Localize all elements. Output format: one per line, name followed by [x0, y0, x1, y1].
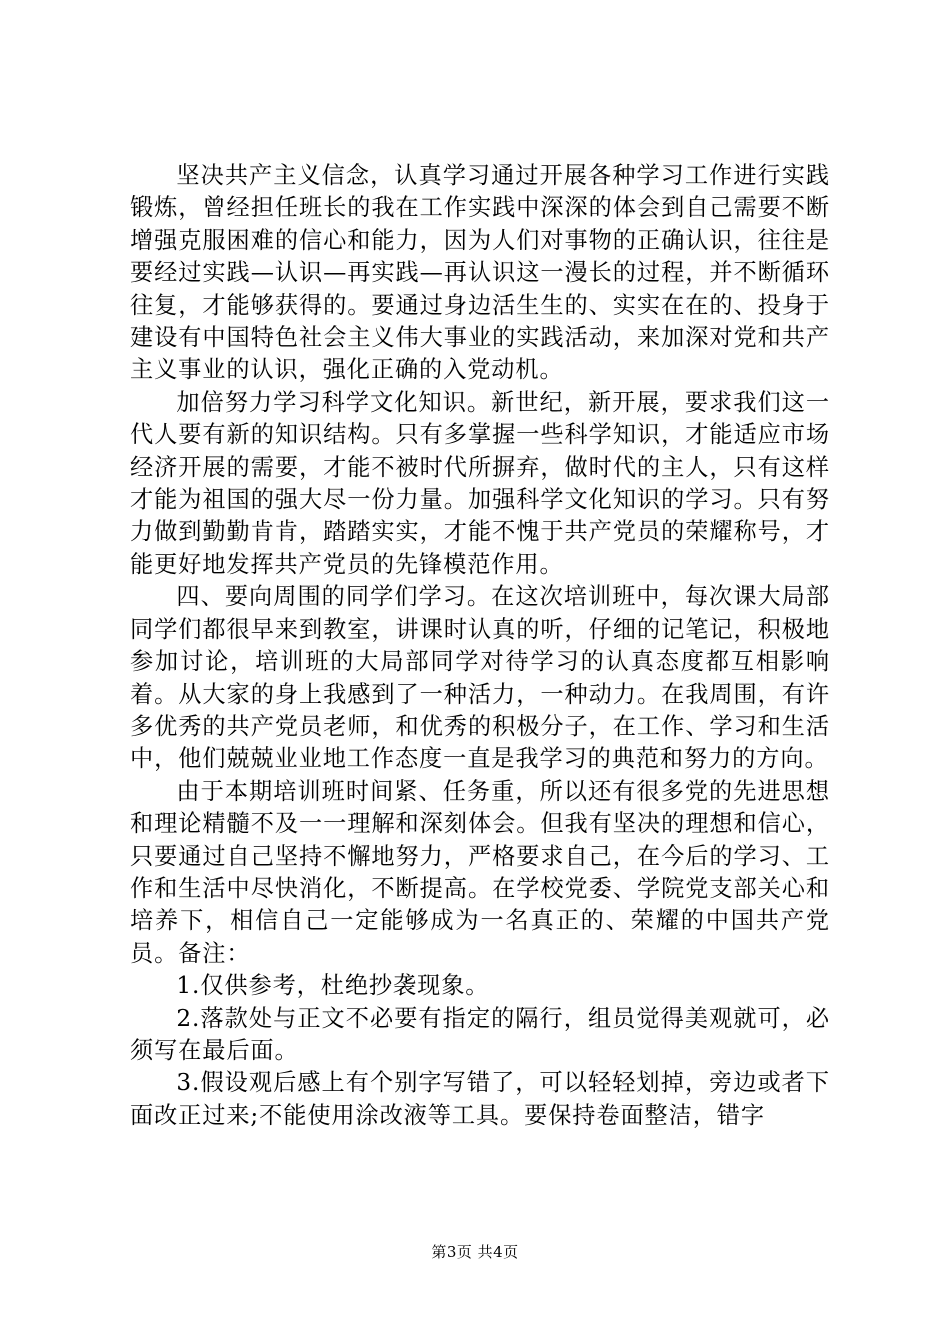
paragraph-belief: 坚决共产主义信念，认真学习通过开展各种学习工作进行实践锻炼，曾经担任班长的我在工作实践中深深的体会到自己需要不断增强克服困难的信心和能力，因为人们对事物的正确认识，往往是要经过实践—认识—再实践—再认识这一漫长的过程，并不断循环往复，才能够获得的。要通过身边活生生的、实实在在的、投身于建设有中国特色社会主义伟大事业的实践活动，来加深对党和共产主义事业的认识，强化正确的入党动机。	[130, 162, 830, 384]
note-item-1: 1.仅供参考，杜绝抄袭现象。	[176, 972, 490, 1000]
paragraph-learn-from-classmates: 四、要向周围的同学们学习。在这次培训班中，每次课大局部同学们都很早来到教室，讲课时认真的听，仔细的记笔记，积极地参加讨论，培训班的大局部同学对待学习的认真态度都互相影响着。从大家的身上我感到了一种活力，一种动力。在我周围，有许多优秀的共产党员老师，和优秀的积极分子，在工作、学习和生活中，他们兢兢业业地工作态度一直是我学习的典范和努力的方向。	[130, 583, 830, 773]
document-body	[130, 160, 830, 1132]
paragraph-conclusion: 由于本期培训班时间紧、任务重，所以还有很多党的先进思想和理论精髓不及一一理解和深刻体会。但我有坚决的理想和信心，只要通过自己坚持不懈地努力，严格要求自己，在今后的学习、工作和生活中尽快消化，不断提高。在学校党委、学院党支部关心和培养下，相信自己一定能够成为一名真正的、荣耀的中国共产党员。备注：	[130, 777, 830, 967]
page-footer: 第3页 共4页	[431, 1243, 519, 1261]
note-item-2: 2.落款处与正文不必要有指定的隔行，组员觉得美观就可，必须写在最后面。	[130, 1004, 830, 1064]
paragraph-knowledge: 加倍努力学习科学文化知识。新世纪，新开展，要求我们这一代人要有新的知识结构。只有多掌握一些科学知识，才能适应市场经济开展的需要，才能不被时代所摒弃，做时代的主人，只有这样才能为祖国的强大尽一份力量。加强科学文化知识的学习。只有努力做到勤勤肯肯，踏踏实实，才能不愧于共产党员的荣耀称号，才能更好地发挥共产党员的先锋模范作用。	[130, 388, 830, 578]
note-item-3: 3.假设观后感上有个别字写错了，可以轻轻划掉，旁边或者下面改正过来;不能使用涂改液等工具。要保持卷面整洁，错字	[130, 1069, 830, 1129]
